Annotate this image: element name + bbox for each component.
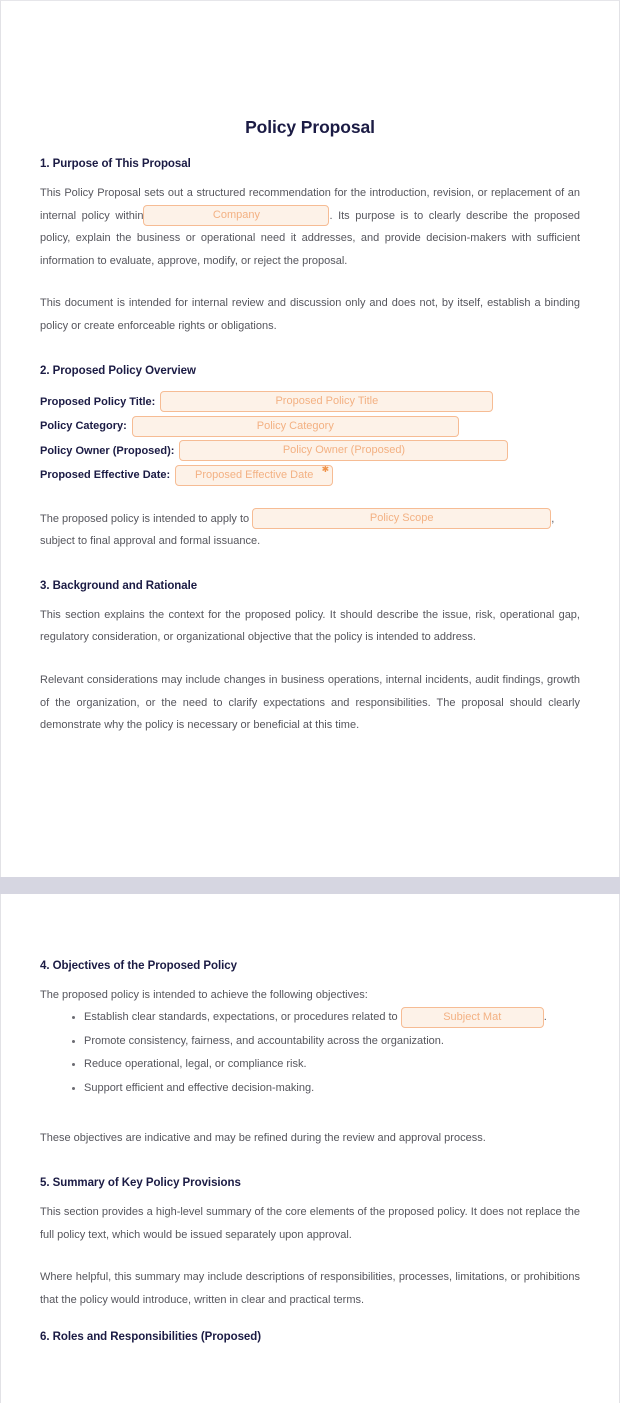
background-paragraph-1: This section explains the context for the proposed policy. It should describe the issue, risk, operational gap, regulatory consideration, or organizational objective that the policy is intended to address. [40, 608, 580, 644]
list-item: Support efficient and effective decision-making. [72, 1077, 580, 1101]
summary-paragraph-2: Where helpful, this summary may include descriptions of responsibilities, processes, limitations, or prohibitions that the policy would introduce, written in clear and practical terms. [40, 1271, 580, 1306]
overview-field-rows [40, 390, 580, 488]
policy-owner-field[interactable]: Policy Owner (Proposed) [179, 440, 508, 461]
page-break-separator [0, 877, 620, 894]
proposed-policy-title-field[interactable]: Proposed Policy Title [160, 391, 493, 412]
section-heading-purpose: 1. Purpose of This Proposal [40, 158, 191, 170]
objective-1-text-after: . [543, 1011, 547, 1024]
effective-date-placeholder: Proposed Effective Date [194, 468, 314, 481]
document-page-2 [0, 894, 620, 1403]
overview-row-policy-owner [40, 439, 580, 464]
label-proposed-effective-date: Proposed Effective Date: [40, 469, 171, 482]
section-heading-summary: 5. Summary of Key Policy Provisions [40, 1176, 241, 1189]
page-2-content [1, 894, 619, 1403]
background-paragraph-2: Relevant considerations may include changes in business operations, internal incidents, audit findings, growth of the organization, or the need to clarify expectations and responsibilities. The proposal should clearly demonstrate why the policy is necessary or beneficial at this time. [40, 673, 580, 732]
list-item: Reduce operational, legal, or compliance risk. [72, 1053, 580, 1077]
required-asterisk-icon: ✱ [321, 464, 330, 474]
overview-row-policy-title [40, 390, 580, 415]
purpose-para1-text-after: . Its purpose is to clearly describe the proposed policy, explain the business or operational need it addresses, and provide decision-makers with sufficient information to evaluate, approve, modify, or reject the proposal. [40, 209, 581, 267]
section-heading-objectives: 4. Objectives of the Proposed Policy [40, 959, 237, 972]
scope-text-before: The proposed policy is intended to apply to [40, 512, 250, 525]
label-proposed-policy-title: Proposed Policy Title: [40, 395, 156, 408]
objectives-intro: The proposed policy is intended to achieve the following objectives: [40, 988, 368, 1001]
scope-text-after: , subject to final approval and formal issuance. [40, 512, 555, 548]
policy-scope-paragraph [40, 508, 580, 553]
purpose-paragraph-2: This document is intended for internal review and discussion only and does not, by itself, establish a binding policy or create enforceable rights or obligations. [40, 297, 580, 332]
section-heading-roles: 6. Roles and Responsibilities (Proposed) [40, 1331, 262, 1344]
objectives-closing: These objectives are indicative and may be refined during the review and approval process. [40, 1132, 486, 1145]
section-heading-background: 3. Background and Rationale [40, 579, 198, 592]
objective-1-text-before: Establish clear standards, expectations, or procedures related to [84, 1011, 398, 1024]
company-field[interactable]: Company [143, 205, 329, 226]
policy-scope-field[interactable]: Policy Scope [252, 508, 551, 529]
label-policy-category: Policy Category: [40, 420, 127, 433]
proposed-effective-date-field[interactable] [175, 465, 333, 486]
list-item: Promote consistency, fairness, and accountability across the organization. [72, 1030, 580, 1054]
objectives-list [40, 1006, 580, 1100]
subject-matter-field[interactable]: Subject Mat [401, 1007, 544, 1028]
page-title: Policy Proposal [245, 117, 375, 137]
policy-category-field[interactable]: Policy Category [132, 416, 459, 437]
purpose-para1-text-before: This Policy Proposal sets out a structured recommendation for the introduction, revision, or replacement of an internal policy within [40, 187, 580, 222]
overview-row-policy-category [40, 414, 580, 439]
list-item [72, 1006, 580, 1030]
page-1-content [1, 1, 619, 877]
label-policy-owner-proposed: Policy Owner (Proposed): [40, 444, 175, 457]
section-heading-overview: 2. Proposed Policy Overview [40, 364, 196, 377]
summary-paragraph-1: This section provides a high-level summary of the core elements of the proposed policy. It does not replace the full policy text, which would be issued separately upon approval. [40, 1205, 580, 1241]
overview-row-effective-date [40, 463, 580, 488]
purpose-paragraph-1 [40, 182, 580, 272]
